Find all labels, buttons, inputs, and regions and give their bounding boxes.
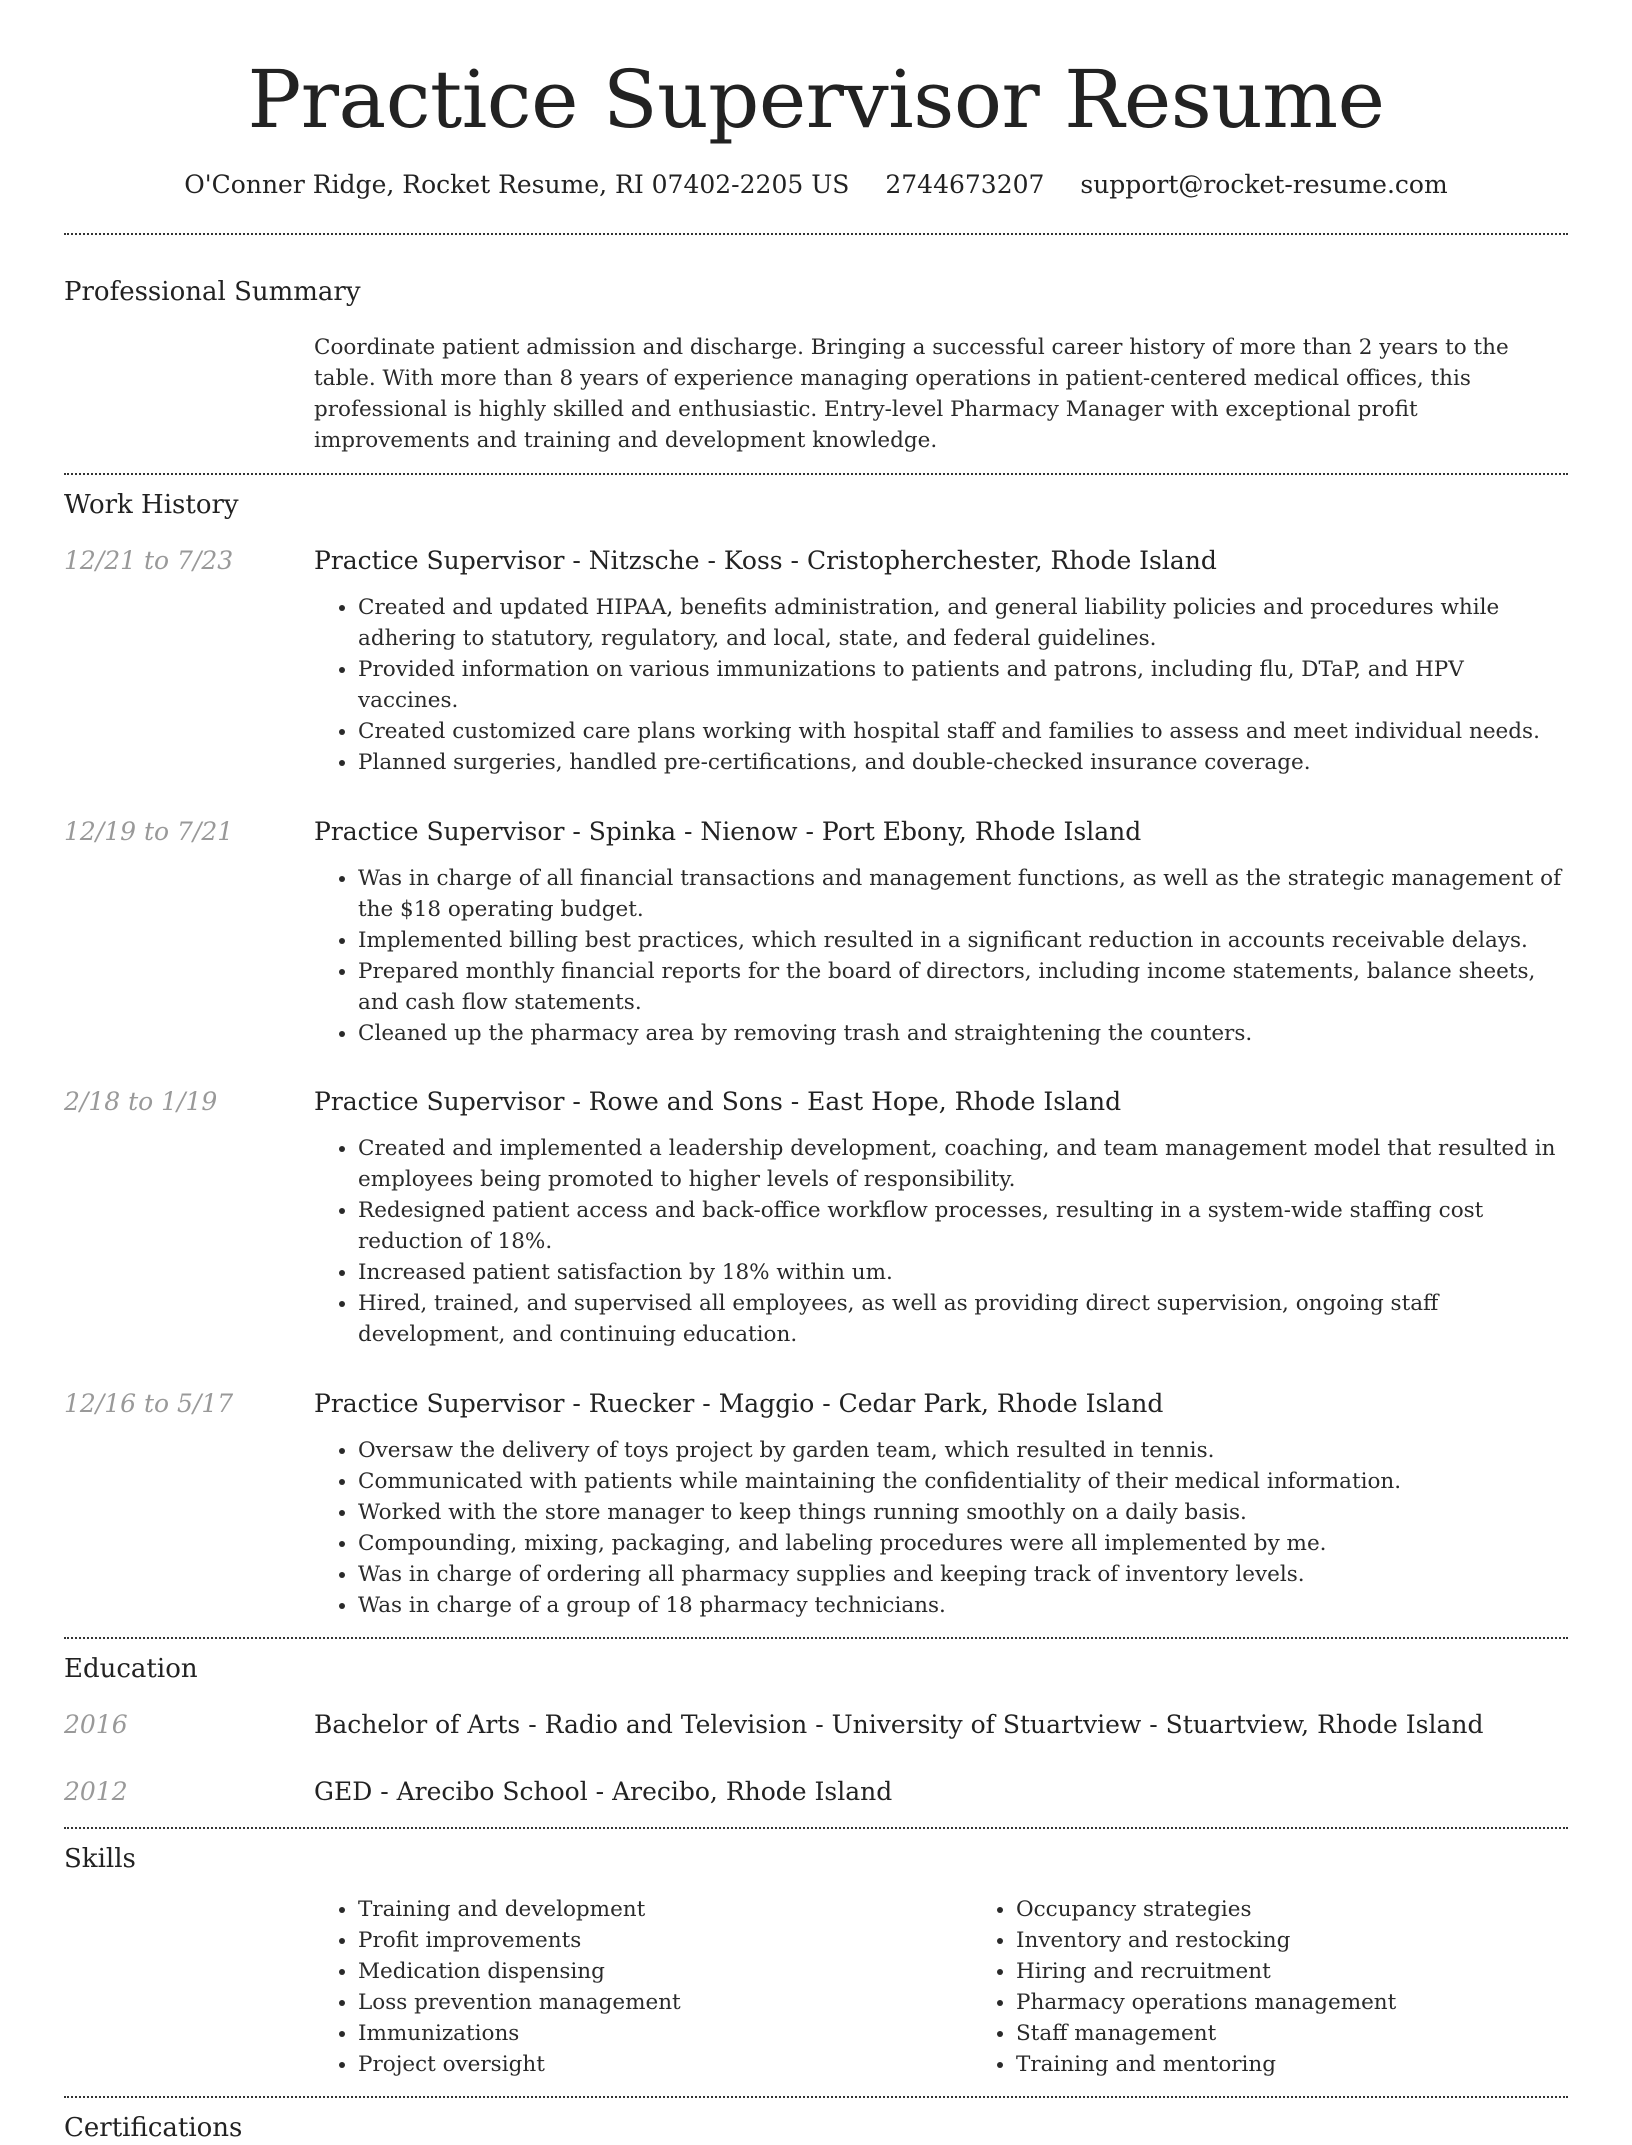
list-item: • Training and development	[358, 1894, 972, 1925]
list-item: • Cleaned up the pharmacy area by removing trash and straightening the counters.	[358, 1018, 1568, 1049]
education-entry	[64, 1708, 1568, 1742]
contact-line	[64, 168, 1568, 202]
certifications-heading: Certifications	[64, 2113, 243, 2143]
list-item: • Loss prevention management	[358, 1987, 972, 2018]
job-bullets	[314, 1133, 1568, 1350]
job-title: Practice Supervisor - Nitzsche - Koss - Cristopherchester, Rhode Island	[314, 546, 1217, 575]
list-item: • Was in charge of ordering all pharmacy supplies and keeping track of inventory levels.	[358, 1559, 1568, 1590]
list-item: • Immunizations	[358, 2018, 972, 2049]
education-entry	[64, 1775, 1568, 1809]
resume-title: Practice Supervisor Resume	[247, 53, 1385, 146]
list-item: • Implemented billing best practices, which resulted in a significant reduction in accounts receivable delays.	[358, 925, 1568, 956]
summary-text: Coordinate patient admission and discharge. Bringing a successful career history of more than 2 years to the table. With more than 8 years of experience managing operations in patient-centered medical offices, this professional is highly skilled and enthusiastic. Entry-level Pharmacy Manager with exceptional profit improvements and training and development knowledge.	[314, 335, 1509, 453]
list-item: • Occupancy strategies	[1016, 1894, 1630, 1925]
list-item: • Worked with the store manager to keep things running smoothly on a daily basis.	[358, 1497, 1568, 1528]
job-dates: 12/21 to 7/23	[64, 546, 234, 575]
job-bullets	[314, 592, 1568, 778]
contact-phone: 2744673207	[885, 170, 1045, 199]
job-entry	[64, 1085, 1568, 1350]
education-degree: GED - Arecibo School - Arecibo, Rhode Island	[314, 1777, 893, 1806]
education-year: 2012	[64, 1777, 128, 1806]
list-item: • Planned surgeries, handled pre-certifications, and double-checked insurance coverage.	[358, 747, 1568, 778]
list-item: • Hired, trained, and supervised all employees, as well as providing direct supervision, ongoing staff development, and continuing education.	[358, 1288, 1568, 1350]
education-year: 2016	[64, 1710, 128, 1739]
job-title: Practice Supervisor - Spinka - Nienow - Port Ebony, Rhode Island	[314, 817, 1142, 846]
skills-list-right	[972, 1894, 1630, 2080]
job-title: Practice Supervisor - Ruecker - Maggio - Cedar Park, Rhode Island	[314, 1389, 1164, 1418]
job-bullets	[314, 1435, 1568, 1621]
job-dates: 12/19 to 7/21	[64, 817, 234, 846]
education-degree: Bachelor of Arts - Radio and Television - University of Stuartview - Stuartview, Rhode Island	[314, 1710, 1484, 1739]
list-item: • Created customized care plans working with hospital staff and families to assess and meet individual needs.	[358, 716, 1568, 747]
list-item: • Medication dispensing	[358, 1956, 972, 1987]
list-item: • Was in charge of a group of 18 pharmacy technicians.	[358, 1590, 1568, 1621]
job-dates: 2/18 to 1/19	[64, 1087, 218, 1116]
list-item: • Profit improvements	[358, 1925, 972, 1956]
job-dates: 12/16 to 5/17	[64, 1389, 234, 1418]
job-entry	[64, 544, 1568, 778]
list-item: • Provided information on various immunizations to patients and patrons, including flu, DTaP, and HPV vaccines.	[358, 654, 1568, 716]
list-item: • Inventory and restocking	[1016, 1925, 1630, 1956]
list-item: • Created and updated HIPAA, benefits administration, and general liability policies and procedures while adhering to statutory, regulatory, and local, state, and federal guidelines.	[358, 592, 1568, 654]
list-item: • Training and mentoring	[1016, 2049, 1630, 2080]
contact-email[interactable]: support@rocket-resume.com	[1080, 170, 1448, 199]
skills-row	[64, 1894, 1568, 2080]
list-item: • Staff management	[1016, 2018, 1630, 2049]
skills-list-left	[314, 1894, 972, 2080]
list-item: • Prepared monthly financial reports for the board of directors, including income statements, balance sheets, and cash flow statements.	[358, 956, 1568, 1018]
list-item: • Compounding, mixing, packaging, and labeling procedures were all implemented by me.	[358, 1528, 1568, 1559]
list-item: • Redesigned patient access and back-office workflow processes, resulting in a system-wide staffing cost reduction of 18%.	[358, 1195, 1568, 1257]
summary-heading: Professional Summary	[64, 277, 361, 307]
list-item: • Increased patient satisfaction by 18% within um.	[358, 1257, 1568, 1288]
job-title: Practice Supervisor - Rowe and Sons - East Hope, Rhode Island	[314, 1087, 1122, 1116]
list-item: • Pharmacy operations management	[1016, 1987, 1630, 2018]
job-entry	[64, 815, 1568, 1049]
skills-heading: Skills	[64, 1844, 136, 1874]
summary-row	[64, 332, 1568, 456]
list-item: • Was in charge of all financial transactions and management functions, as well as the strategic management of the $18 operating budget.	[358, 863, 1568, 925]
list-item: • Hiring and recruitment	[1016, 1956, 1630, 1987]
skills-grid	[314, 1894, 1630, 2080]
work-history-heading: Work History	[64, 490, 239, 520]
list-item: • Created and implemented a leadership development, coaching, and team management model that resulted in employees being promoted to higher levels of responsibility.	[358, 1133, 1568, 1195]
job-entry	[64, 1387, 1568, 1621]
resume-page	[64, 0, 1568, 2145]
job-bullets	[314, 863, 1568, 1049]
contact-address: O'Conner Ridge, Rocket Resume, RI 07402-2205 US	[184, 170, 850, 199]
list-item: • Project oversight	[358, 2049, 972, 2080]
education-heading: Education	[64, 1654, 198, 1684]
list-item: • Oversaw the delivery of toys project by garden team, which resulted in tennis.	[358, 1435, 1568, 1466]
list-item: • Communicated with patients while maintaining the confidentiality of their medical information.	[358, 1466, 1568, 1497]
